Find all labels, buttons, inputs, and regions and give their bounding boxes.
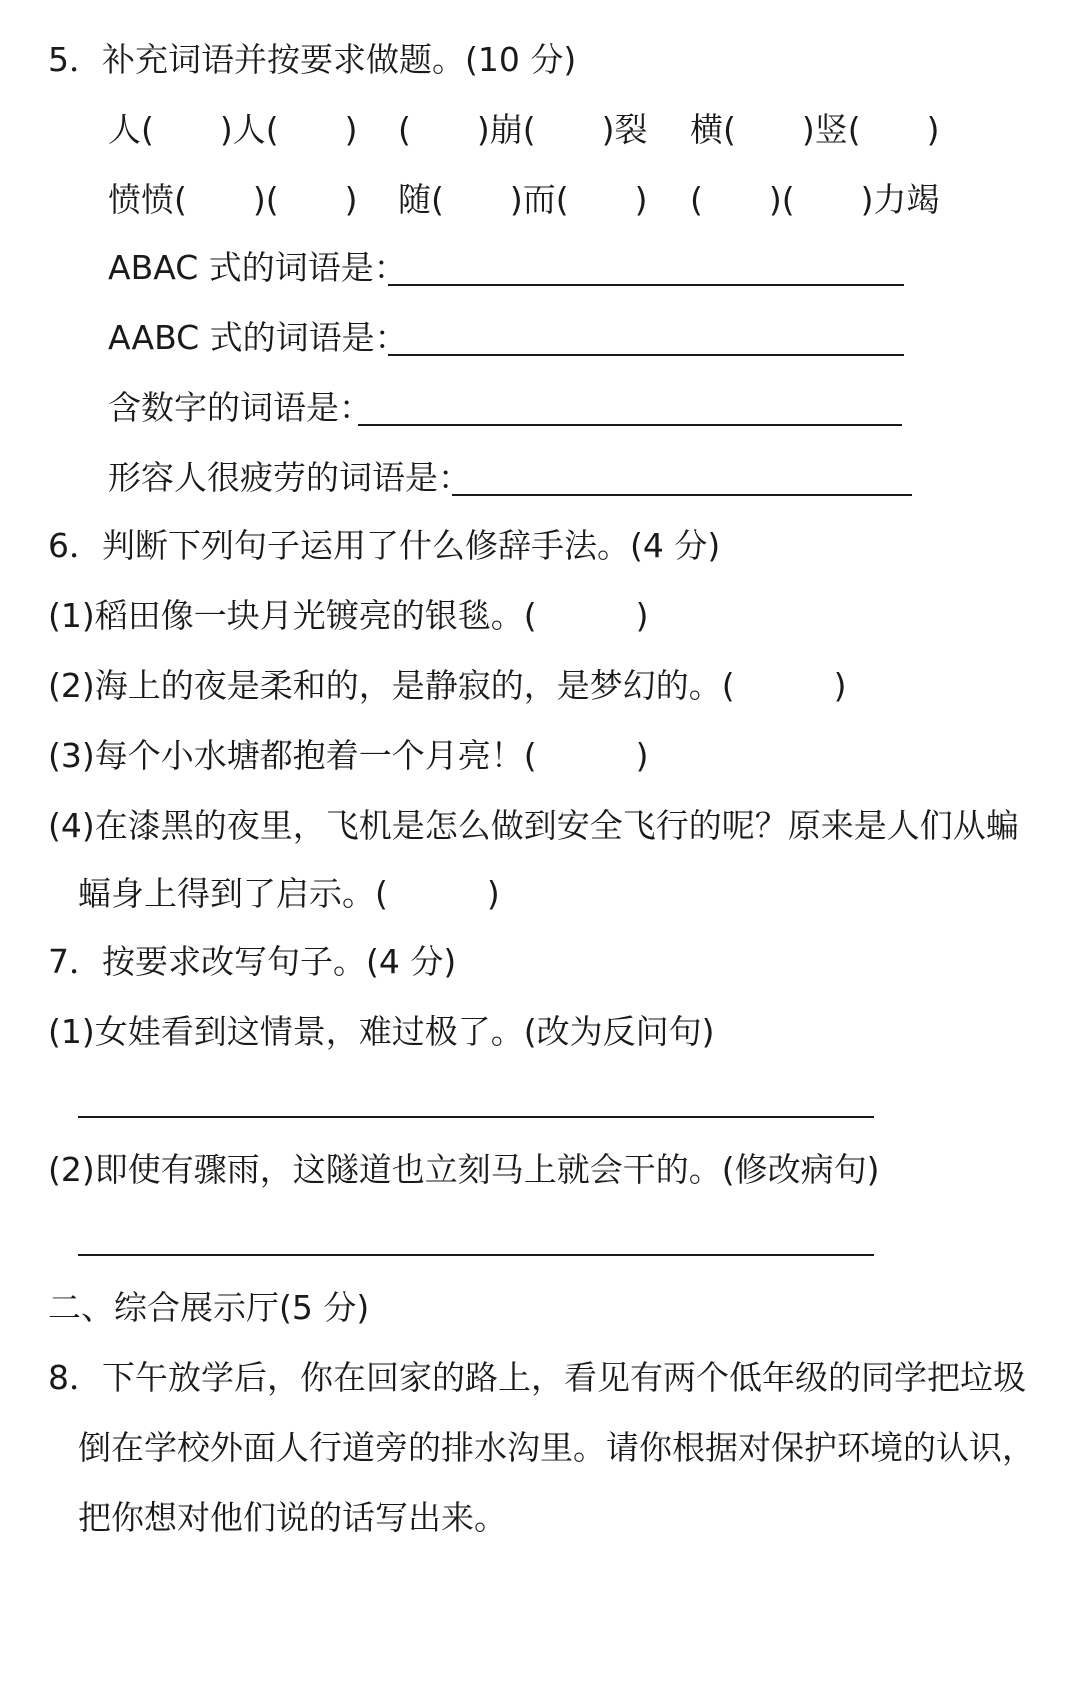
q6-item-4-line1: (4)在漆黑的夜里，飞机是怎么做到安全飞行的呢？原来是人们从蝙 (48, 806, 1019, 845)
q6-item-3: (3)每个小水塘都抱着一个月亮！( ) (48, 736, 649, 775)
q5-answer-line-aabc[interactable] (388, 354, 904, 356)
q7-item-2: (2)即使有骤雨，这隧道也立刻马上就会干的。(修改病句) (48, 1150, 880, 1189)
q8-line-3: 把你想对他们说的话写出来。 (78, 1498, 507, 1537)
q7-answer-line-2[interactable] (78, 1254, 874, 1256)
q8-line-1: 8．下午放学后，你在回家的路上，看见有两个低年级的同学把垃圾 (48, 1358, 1026, 1397)
q7-answer-line-1[interactable] (78, 1116, 874, 1118)
q5-answer-line-abac[interactable] (388, 284, 904, 286)
q5-row2-item-1: 愤愤( )( ) (108, 180, 358, 219)
q6-item-4-line2: 蝠身上得到了启示。( ) (78, 874, 500, 913)
q5-row1-item-3: 横( )竖( ) (690, 110, 940, 149)
q5-answer-line-number[interactable] (358, 424, 902, 426)
q7-title: 7．按要求改写句子。(4 分) (48, 942, 457, 981)
q5-answer-line-tired[interactable] (452, 494, 912, 496)
q7-item-1: (1)女娃看到这情景，难过极了。(改为反问句) (48, 1012, 715, 1051)
q5-row1-item-1: 人( )人( ) (108, 110, 358, 149)
q6-title: 6．判断下列句子运用了什么修辞手法。(4 分) (48, 526, 721, 565)
section2-title: 二、综合展示厅(5 分) (48, 1288, 370, 1327)
q8-line-2: 倒在学校外面人行道旁的排水沟里。请你根据对保护环境的认识， (78, 1428, 1035, 1467)
q5-prompt-abac: ABAC 式的词语是： (108, 248, 407, 287)
q5-title: 5．补充词语并按要求做题。(10 分) (48, 40, 577, 79)
q6-item-2: (2)海上的夜是柔和的，是静寂的，是梦幻的。( ) (48, 666, 847, 705)
q6-item-1: (1)稻田像一块月光镀亮的银毯。( ) (48, 596, 649, 635)
q5-prompt-aabc: AABC 式的词语是： (108, 318, 408, 357)
q5-prompt-number: 含数字的词语是： (108, 388, 372, 427)
q5-row1-item-2: ( )崩( )裂 (398, 110, 648, 149)
q5-prompt-tired: 形容人很疲劳的词语是： (108, 458, 471, 497)
q5-row2-item-2: 随( )而( ) (398, 180, 648, 219)
q5-row2-item-3: ( )( )力竭 (690, 180, 940, 219)
